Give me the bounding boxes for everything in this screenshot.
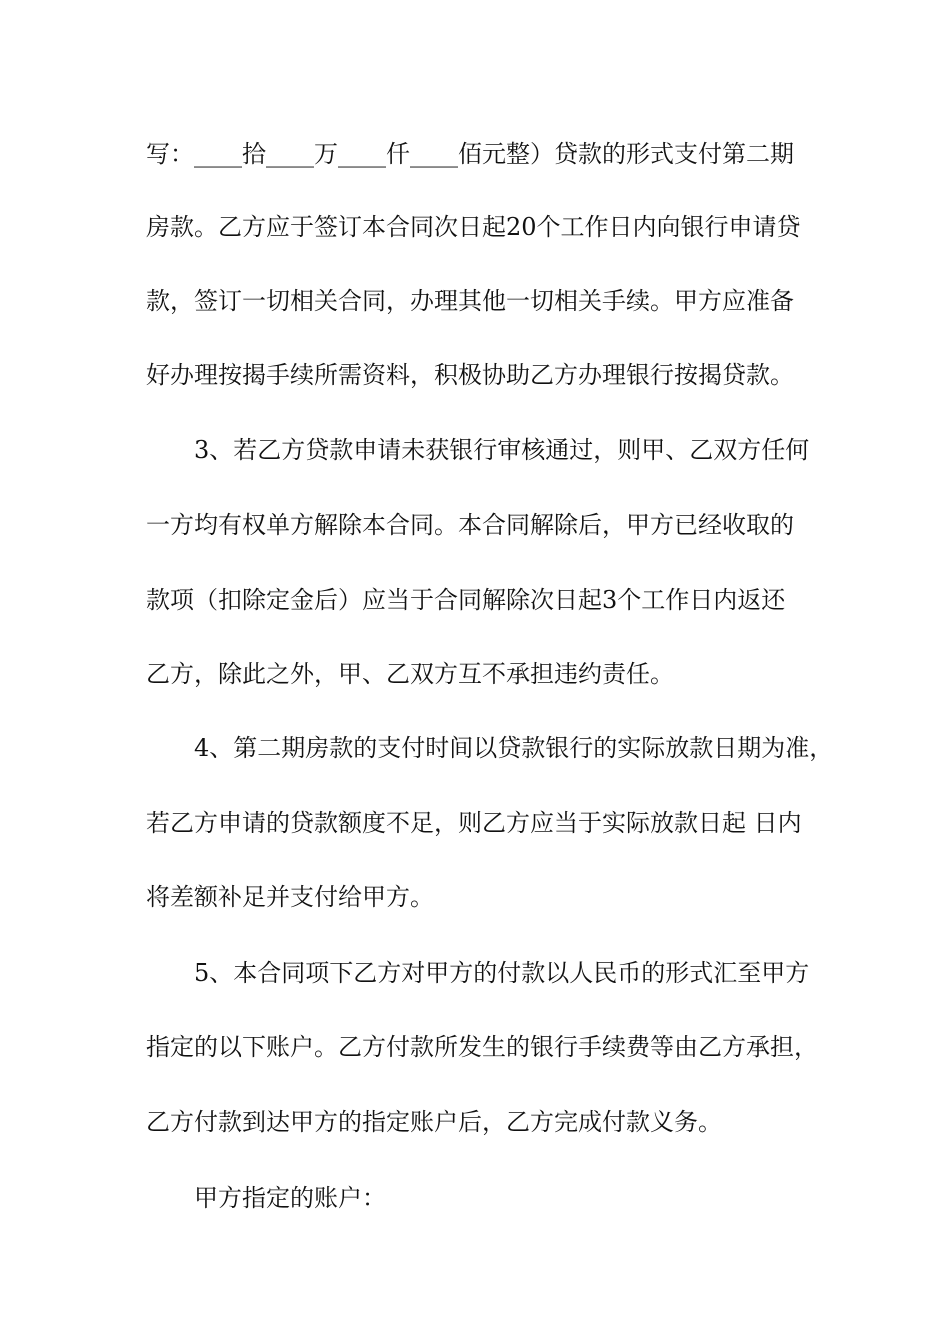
text-line-2: 房款。乙方应于签订本合同次日起20个工作日内向银行申请贷	[146, 213, 801, 241]
clause-3-line-4: 乙方，除此之外，甲、乙双方互不承担违约责任。	[146, 660, 674, 688]
clause-5-line-2: 指定的以下账户。乙方付款所发生的银行手续费等由乙方承担，	[146, 1033, 818, 1061]
clause-5-line-1: 5、本合同项下乙方对甲方的付款以人民币的形式汇至甲方	[194, 959, 810, 987]
clause-4-line-2: 若乙方申请的贷款额度不足，则乙方应当于实际放款日起 日内	[146, 809, 802, 837]
clause-4-line-3: 将差额补足并支付给甲方。	[146, 883, 434, 911]
account-heading: 甲方指定的账户：	[194, 1184, 386, 1212]
clause-4-line-1: 4、第二期房款的支付时间以贷款银行的实际放款日期为准，	[194, 734, 834, 762]
text-line-1: 写：____拾____万____仟____佰元整）贷款的形式支付第二期	[146, 140, 794, 168]
clause-3-line-3: 款项（扣除定金后）应当于合同解除次日起3个工作日内返还	[146, 586, 786, 614]
text-line-3: 款，签订一切相关合同，办理其他一切相关手续。甲方应准备	[146, 287, 794, 315]
clause-5-line-3: 乙方付款到达甲方的指定账户后，乙方完成付款义务。	[146, 1108, 722, 1136]
clause-3-line-2: 一方均有权单方解除本合同。本合同解除后，甲方已经收取的	[146, 511, 794, 539]
clause-3-line-1: 3、若乙方贷款申请未获银行审核通过，则甲、乙双方任何	[194, 436, 810, 464]
text-line-4: 好办理按揭手续所需资料，积极协助乙方办理银行按揭贷款。	[146, 361, 794, 389]
